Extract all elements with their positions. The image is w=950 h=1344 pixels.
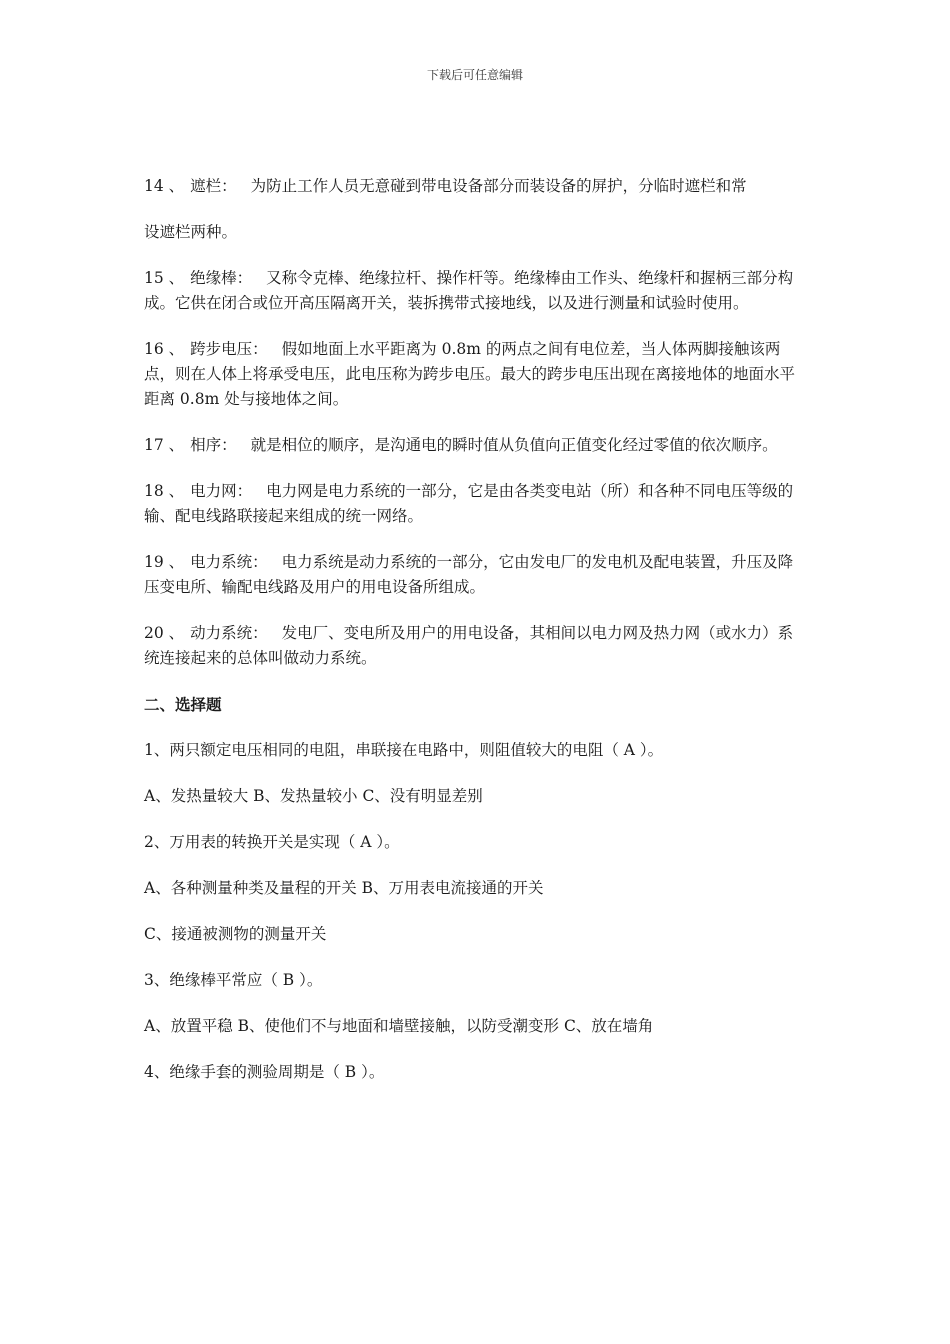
definition-item-19 xyxy=(144,550,808,600)
section-title: 二、选择题 xyxy=(144,695,222,714)
definition-item-18 xyxy=(144,479,808,529)
question-options: A、各种测量种类及量程的开关 B、万用表电流接通的开关 xyxy=(144,879,544,897)
definition-number: 17 、 xyxy=(144,436,185,454)
definition-body: 发电厂、变电所及用户的用电设备，其相间以电力网及热力网（或水力）系统连接起来的总体叫做动力系统。 xyxy=(144,624,794,667)
definition-body: 又称令克棒、绝缘拉杆、操作杆等。绝缘棒由工作头、绝缘杆和握柄三部分构成。它供在闭合或位开高压隔离开关，装拆携带式接地线，以及进行测量和试验时使用。 xyxy=(144,269,794,312)
definition-body: 就是相位的顺序，是沟通电的瞬时值从负值向正值变化经过零值的依次顺序。 xyxy=(250,436,778,454)
definition-item-16 xyxy=(144,337,808,412)
question-line: 2、万用表的转换开关是实现（ A ）。 xyxy=(144,833,400,851)
definition-number: 19 、 xyxy=(144,553,185,571)
question-line: 3、绝缘棒平常应（ B ）。 xyxy=(144,971,323,989)
definition-number: 20 、 xyxy=(144,624,185,642)
definition-term: 遮栏： xyxy=(190,177,237,195)
definition-item-20 xyxy=(144,621,808,671)
definition-number: 18 、 xyxy=(144,482,185,500)
definition-item-15 xyxy=(144,266,808,316)
question-options: A、发热量较大 B、发热量较小 C、没有明显差别 xyxy=(144,787,483,805)
question-options: C、接通被测物的测量开关 xyxy=(144,925,327,943)
definition-term: 相序： xyxy=(190,436,237,454)
question-options: A、放置平稳 B、使他们不与地面和墙壁接触，以防受潮变形 C、放在墙角 xyxy=(144,1017,654,1035)
definition-term: 绝缘棒： xyxy=(190,269,253,287)
page-header-note: 下载后可任意编辑 xyxy=(426,68,523,82)
definition-continuation: 设遮栏两种。 xyxy=(144,223,238,241)
definition-body: 电力网是电力系统的一部分，它是由各类变电站（所）和各种不同电压等级的输、配电线路联接起来组成的统一网络。 xyxy=(144,482,794,525)
document-body xyxy=(144,174,808,1106)
definition-term: 动力系统： xyxy=(190,624,268,642)
definition-number: 15 、 xyxy=(144,269,185,287)
definition-body: 假如地面上水平距离为 0.8m 的两点之间有电位差，当人体两脚接触该两点，则在人体上将承受电压，此电压称为跨步电压。最大的跨步电压出现在离接地体的地面水平距离 0.8m 处与接地体之间。 xyxy=(144,340,796,408)
question-line: 4、绝缘手套的测验周期是（ B ）。 xyxy=(144,1063,385,1081)
definition-body: 电力系统是动力系统的一部分，它由发电厂的发电机及配电装置，升压及降压变电所、输配电线路及用户的用电设备所组成。 xyxy=(144,553,794,596)
definition-item-14 xyxy=(144,174,808,199)
definition-number: 14 、 xyxy=(144,177,185,195)
definition-term: 跨步电压： xyxy=(190,340,268,358)
question-line: 1、两只额定电压相同的电阻，串联接在电路中，则阻值较大的电阻（ A ）。 xyxy=(144,741,664,759)
definition-item-17 xyxy=(144,433,808,458)
definition-body: 为防止工作人员无意碰到带电设备部分而装设备的屏护，分临时遮栏和常 xyxy=(250,177,747,195)
definition-term: 电力网： xyxy=(190,482,253,500)
definition-term: 电力系统： xyxy=(190,553,268,571)
definition-number: 16 、 xyxy=(144,340,185,358)
